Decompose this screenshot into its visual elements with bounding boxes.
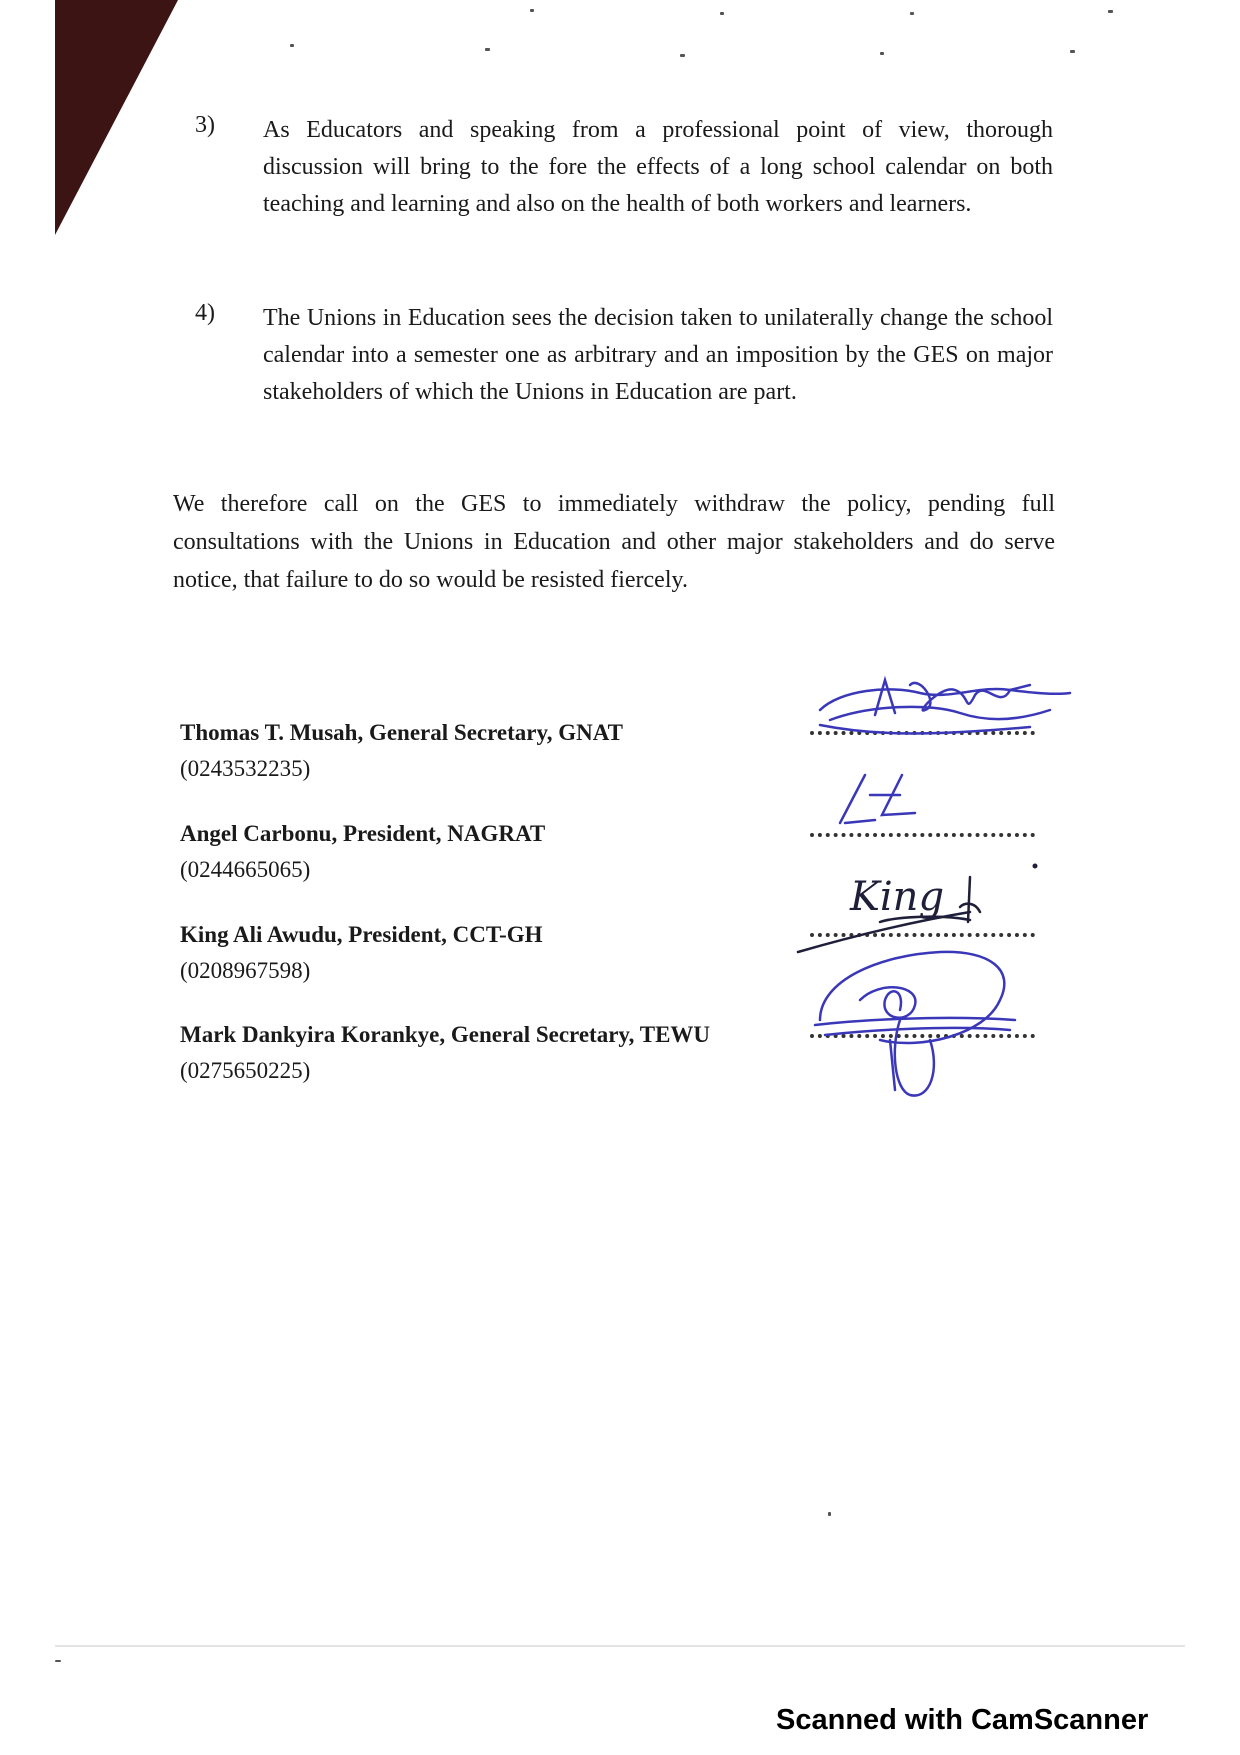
signatory-block: [180, 917, 543, 989]
signature-3-text: King: [850, 874, 945, 920]
scan-speck: [485, 48, 490, 51]
signatory-name: Thomas T. Musah, General Secretary, GNAT: [180, 720, 623, 745]
signatory-name: Mark Dankyira Korankye, General Secretary, TEWU: [180, 1022, 711, 1047]
signatory-name: Angel Carbonu, President, NAGRAT: [180, 821, 546, 846]
signatory-phone: (0244665065): [180, 857, 311, 882]
scan-speck: [55, 1660, 61, 1662]
signatory-phone: (0275650225): [180, 1058, 311, 1083]
camscanner-watermark: Scanned with CamScanner: [776, 1704, 1149, 1736]
corner-fold-shadow: [0, 0, 190, 240]
signatory-block: [180, 816, 545, 888]
signature-1: [800, 665, 1080, 745]
scan-speck: [530, 9, 534, 12]
footer-rule: [55, 1645, 1185, 1647]
scan-speck: [720, 12, 724, 15]
signatory-phone: (0208967598): [180, 958, 311, 983]
signatory-block: [180, 1017, 710, 1089]
item-number: 3): [195, 112, 215, 138]
signatory-block: [180, 715, 623, 787]
signature-4: [800, 940, 1040, 1105]
signatory-phone: (0243532235): [180, 756, 311, 781]
item-text: The Unions in Education sees the decision taken to unilaterally change the school calendar into a semester one as arbitrary and an imposition by the GES on major stakeholders of which the Unions in Education are part.: [263, 305, 1053, 405]
item-number: 4): [195, 300, 215, 326]
scan-speck: [828, 1512, 831, 1516]
scan-speck: [910, 12, 914, 15]
signature-2: [820, 765, 960, 835]
scan-speck: [1108, 10, 1113, 13]
item-text: As Educators and speaking from a professional point of view, thorough discussion will bring to the fore the effects of a long school calendar on both teaching and learning and also on the health of both workers and learners.: [263, 117, 1053, 217]
scan-speck: [1070, 50, 1075, 53]
signatory-name: King Ali Awudu, President, CCT-GH: [180, 922, 543, 947]
closing-paragraph: We therefore call on the GES to immediately withdraw the policy, pending full consultations with the Unions in Education and other major stakeholders and do serve notice, that failure to do so would be resisted fiercely.: [173, 491, 1055, 593]
scan-speck: [680, 54, 685, 57]
scan-speck: [880, 52, 884, 55]
scan-speck: [290, 44, 294, 47]
